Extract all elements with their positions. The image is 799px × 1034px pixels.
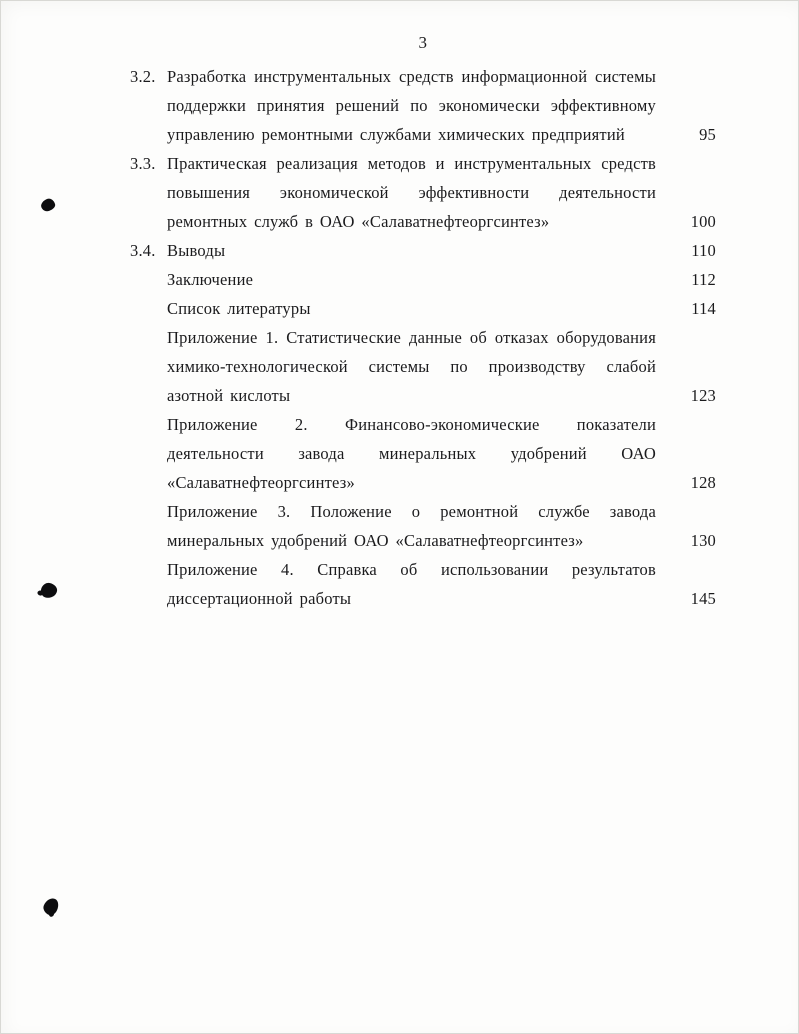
toc-entry-text: Выводы <box>167 241 226 260</box>
toc-entry <box>130 236 716 265</box>
toc-entry-text: Заключение <box>167 270 254 289</box>
toc-entry-page: 123 <box>690 386 716 405</box>
toc-entry-page: 130 <box>690 531 716 550</box>
toc-entry-num <box>130 497 167 555</box>
toc-entry-text: Приложение 1. Статистические данные об отказах оборудования химико-технологической системы по производству слабой азотной кислоты <box>167 328 656 405</box>
toc-entry-page: 114 <box>691 299 716 318</box>
toc-entry-text: Список литературы <box>167 299 311 318</box>
toc-entry <box>130 62 716 149</box>
toc-entry <box>130 265 716 294</box>
ink-blob <box>40 582 58 600</box>
toc-entry-text: Приложение 4. Справка об использовании результатов диссертационной работы <box>167 560 656 608</box>
toc-entry-num <box>130 323 167 410</box>
toc-entry <box>130 497 716 555</box>
toc-entry-num <box>130 410 167 497</box>
toc-entry-page: 100 <box>690 212 716 231</box>
toc-entry <box>130 323 716 410</box>
toc-entry-page: 95 <box>699 125 716 144</box>
toc-entry-num: 3.3. <box>130 154 156 173</box>
toc-entry-page: 112 <box>691 270 716 289</box>
toc-entry <box>130 294 716 323</box>
toc-entry-num: 3.4. <box>130 241 156 260</box>
toc-entry-text: Приложение 3. Положение о ремонтной службе завода минеральных удобрений ОАО «Салаватнефтеоргсинтез» <box>167 502 656 550</box>
toc-entry-num <box>130 555 167 613</box>
toc-entry-page: 128 <box>690 473 716 492</box>
toc-entry-num <box>130 265 167 294</box>
toc-entry-text: Приложение 2. Финансово-экономические показатели деятельности завода минеральных удобрений ОАО «Салаватнефтеоргсинтез» <box>167 415 656 492</box>
toc-entry <box>130 555 716 613</box>
toc-list <box>130 62 716 613</box>
toc-entry-text: Разработка инструментальных средств информационной системы поддержки принятия решений по экономически эффективному управлению ремонтными службами химических предприятий <box>167 67 656 144</box>
toc-entry-num: 3.2. <box>130 67 156 86</box>
ink-blob <box>41 896 61 917</box>
page-content <box>130 32 716 613</box>
toc-entry <box>130 410 716 497</box>
toc-entry-page: 110 <box>691 241 716 260</box>
toc-entry-text: Практическая реализация методов и инструментальных средств повышения экономической эффективности деятельности ремонтных служб в ОАО «Салаватнефтеоргсинтез» <box>167 154 656 231</box>
toc-entry-num <box>130 294 167 323</box>
ink-blob <box>39 197 56 213</box>
page-number: 3 <box>418 33 428 52</box>
toc-entry-page: 145 <box>690 589 716 608</box>
toc-entry <box>130 149 716 236</box>
